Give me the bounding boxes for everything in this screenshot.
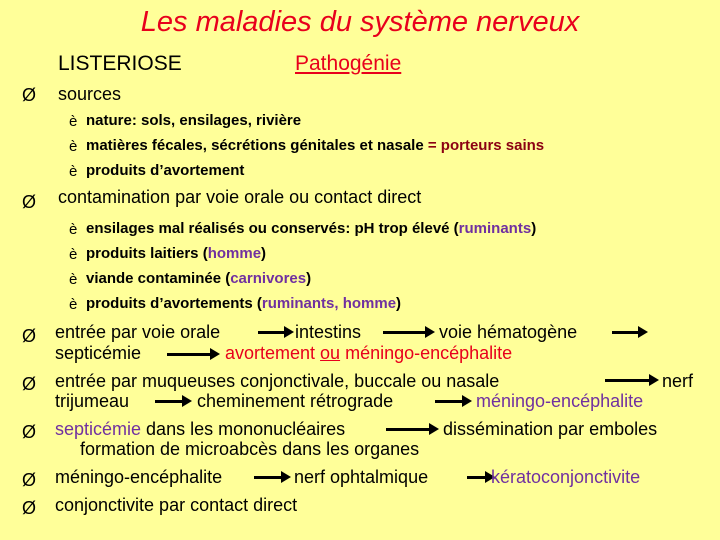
arrow-bullet-icon: è xyxy=(69,113,78,130)
flow-arrow-icon xyxy=(467,476,486,479)
flow-arrow-icon xyxy=(258,331,285,334)
text: ) xyxy=(531,220,537,237)
arrow-bullet-icon: è xyxy=(69,138,78,155)
text: avortement xyxy=(225,343,321,363)
contamination-item-meat xyxy=(86,270,311,287)
flow-arrow-icon xyxy=(435,400,463,403)
text: méningo-encéphalite xyxy=(340,343,513,363)
text: ) xyxy=(261,245,267,262)
arrow-bullet-icon: è xyxy=(69,163,78,180)
host-label: carnivores xyxy=(230,270,307,287)
text: produits laitiers ( xyxy=(86,245,208,262)
text: ensilages mal réalisés ou conservés: pH trop élevé ( xyxy=(86,220,459,237)
text: ) xyxy=(306,270,312,287)
flow-arrow-icon xyxy=(167,353,211,356)
oral-step-2: intestins xyxy=(295,322,362,342)
arrow-bullet-icon: è xyxy=(69,221,78,238)
arrow-bullet-icon: è xyxy=(69,296,78,313)
mucous-step-3: trijumeau xyxy=(55,391,130,411)
sources-item-abortion: produits d’avortement xyxy=(86,162,245,179)
arrow-bullet-icon: è xyxy=(69,246,78,263)
oral-step-4: septicémie xyxy=(55,343,142,363)
kerato-outcome: kératoconjonctivite xyxy=(491,467,641,487)
mucous-step-2: nerf xyxy=(662,371,694,391)
flow-arrow-icon xyxy=(612,331,639,334)
flow-arrow-icon xyxy=(605,379,650,382)
contamination-item-dairy xyxy=(86,245,266,262)
bullet-arrow-icon: Ø xyxy=(22,326,37,346)
flow-arrow-icon xyxy=(254,476,282,479)
page-title: Les maladies du système nerveux xyxy=(140,6,580,38)
kerato-step-1: méningo-encéphalite xyxy=(55,467,223,487)
sources-item-fecal xyxy=(86,137,544,154)
carriers-highlight: = porteurs sains xyxy=(427,137,545,154)
text: septicémie xyxy=(55,419,142,439)
flow-arrow-icon xyxy=(383,331,426,334)
contamination-heading: contamination par voie orale ou contact direct xyxy=(58,187,422,207)
septicemia-step-2: dissémination par emboles xyxy=(443,419,658,439)
bullet-arrow-icon: Ø xyxy=(22,192,37,212)
contamination-item-abortion xyxy=(86,295,401,312)
text: viande contaminée ( xyxy=(86,270,231,287)
bullet-arrow-icon: Ø xyxy=(22,498,37,518)
septicemia-step-3: formation de microabcès dans les organes xyxy=(80,439,420,459)
text: matières fécales, sécrétions génitales et nasale xyxy=(86,137,428,154)
flow-arrow-icon xyxy=(155,400,183,403)
oral-outcome xyxy=(225,343,512,364)
text: dans les mononucléaires xyxy=(141,419,346,439)
bullet-arrow-icon: Ø xyxy=(22,470,37,490)
sources-item-nature: nature: sols, ensilages, rivière xyxy=(86,112,302,129)
oral-step-3: voie hématogène xyxy=(439,322,578,342)
conjunctivitis-line: conjonctivite par contact direct xyxy=(55,495,298,515)
disease-name: LISTERIOSE xyxy=(58,52,182,75)
arrow-bullet-icon: è xyxy=(69,271,78,288)
mucous-outcome: méningo-encéphalite xyxy=(476,391,644,411)
mucous-step-4: cheminement rétrograde xyxy=(197,391,394,411)
bullet-arrow-icon: Ø xyxy=(22,422,37,442)
flow-arrow-icon xyxy=(386,428,430,431)
septicemia-step-1 xyxy=(55,419,345,440)
mucous-step-1: entrée par muqueuses conjonctivale, buccale ou nasale xyxy=(55,371,500,391)
oral-step-1: entrée par voie orale xyxy=(55,322,221,342)
text: produits d’avortements ( xyxy=(86,295,262,312)
bullet-arrow-icon: Ø xyxy=(22,374,37,394)
contamination-item-silage xyxy=(86,220,536,237)
text: ) xyxy=(396,295,402,312)
section-title: Pathogénie xyxy=(295,52,402,75)
host-label: ruminants, homme xyxy=(261,295,397,312)
sources-heading: sources xyxy=(58,84,122,104)
host-label: ruminants xyxy=(458,220,532,237)
host-label: homme xyxy=(207,245,262,262)
kerato-step-2: nerf ophtalmique xyxy=(294,467,429,487)
bullet-arrow-icon: Ø xyxy=(22,85,37,105)
text: ou xyxy=(320,343,341,363)
